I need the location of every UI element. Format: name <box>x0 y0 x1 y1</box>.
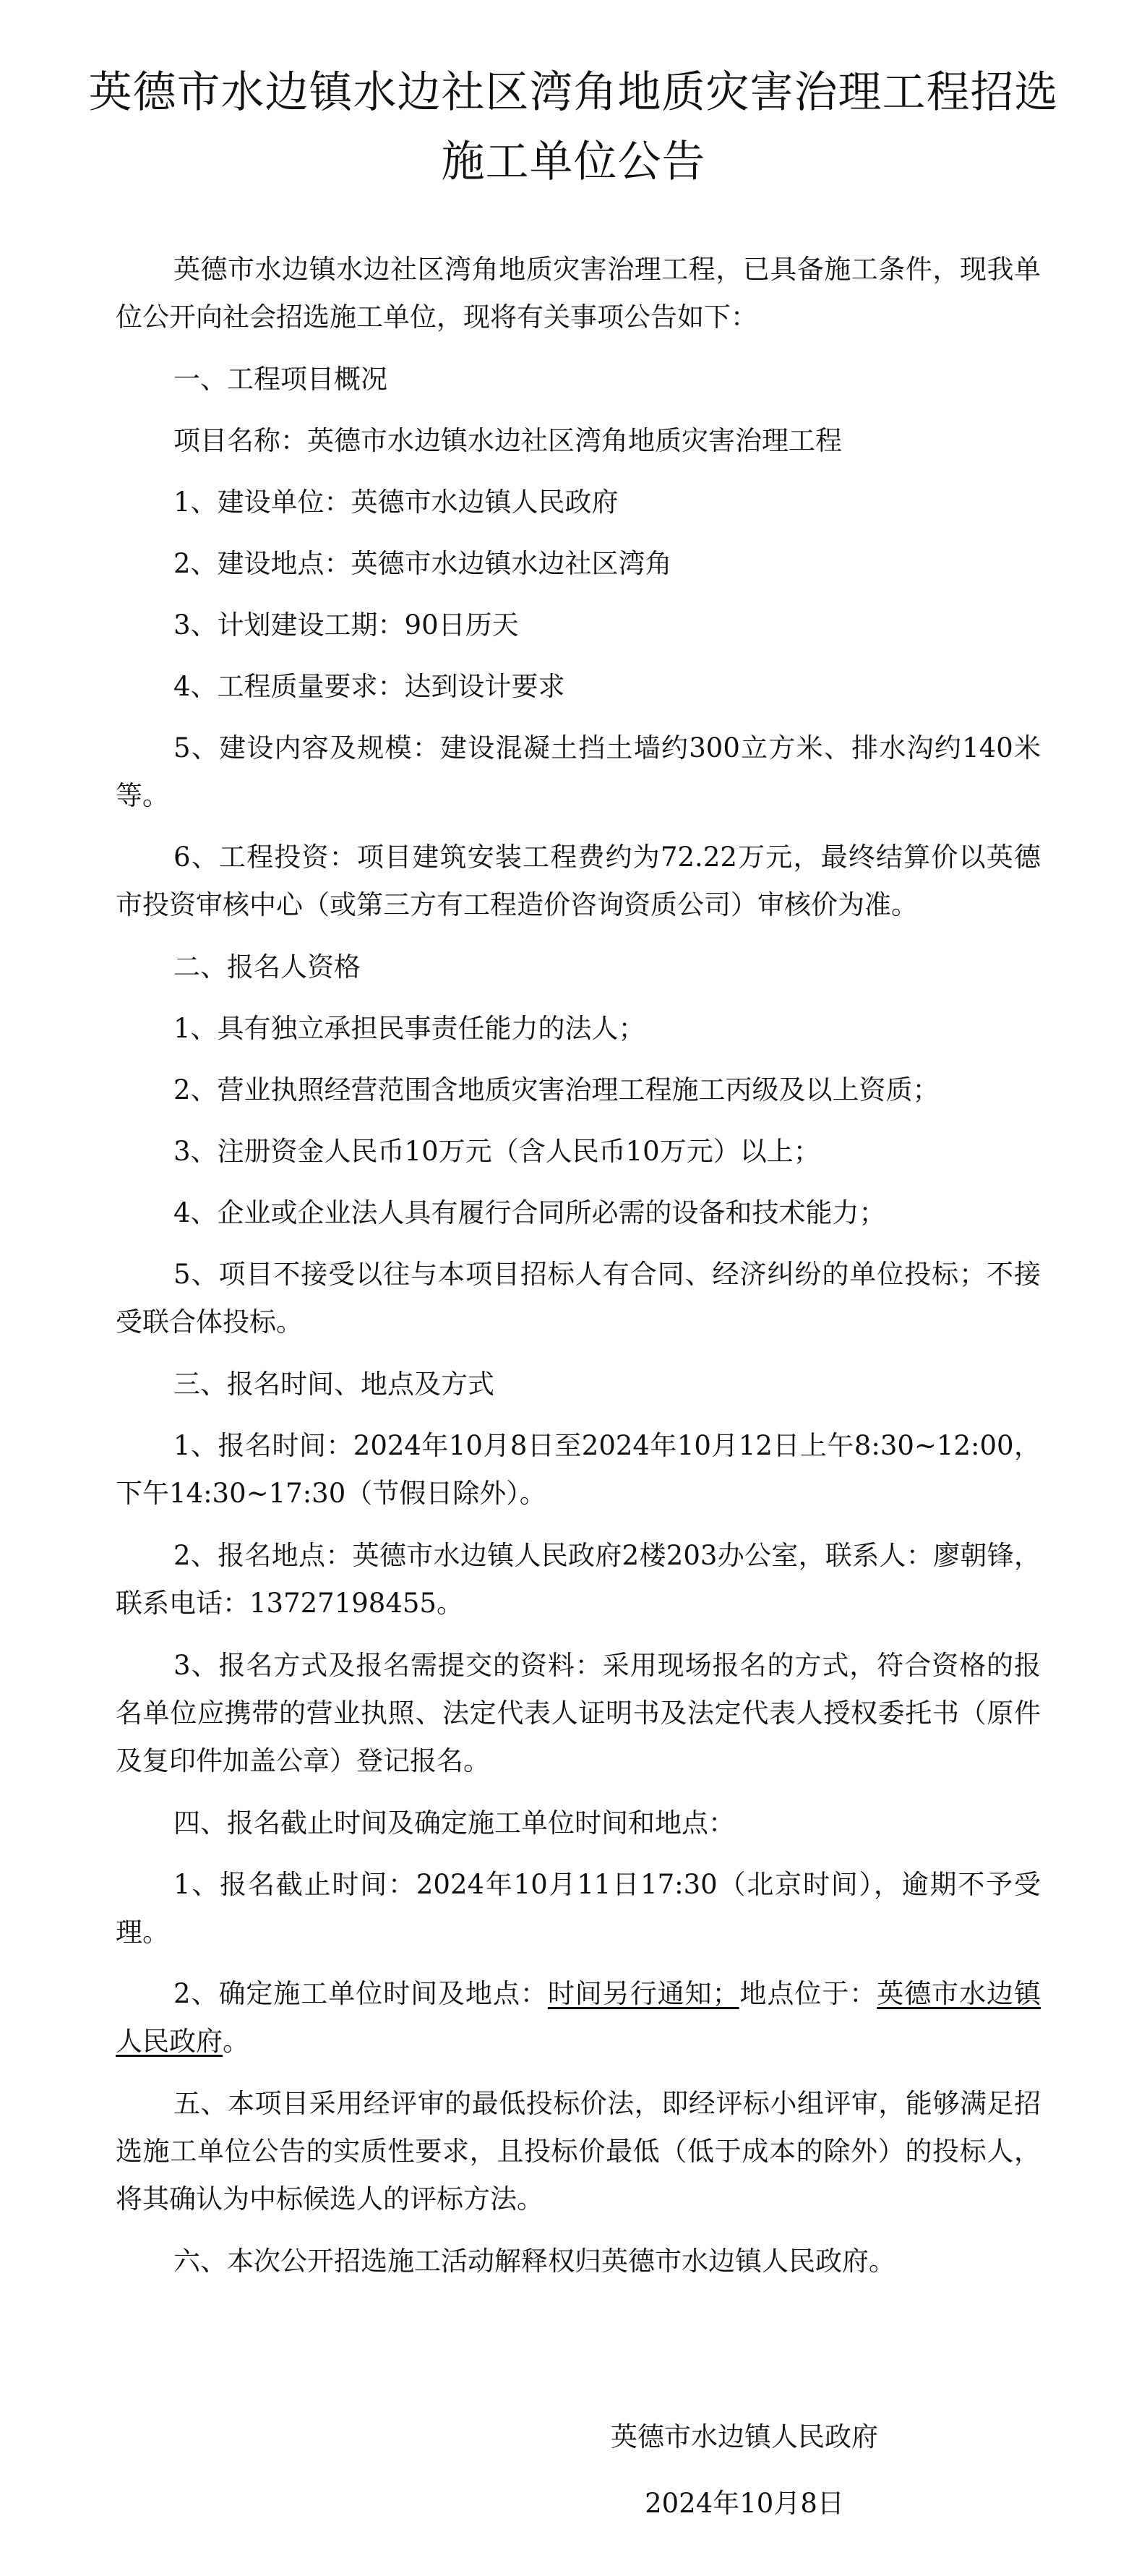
confirm-place: 英德市水边镇人民政府 <box>116 1978 1041 2057</box>
registration-time: 1、报名时间：2024年10月8日至2024年10月12日上午8:30~12:00，下午14:30~17:30（节假日除外）。 <box>116 1430 1041 1509</box>
section-heading-qualifications: 二、报名人资格 <box>173 951 361 983</box>
qualification-item: 4、企业或企业法人具有履行合同所必需的设备和技术能力； <box>173 1197 886 1228</box>
qualification-item: 3、注册资金人民币10万元（含人民币10万元）以上； <box>173 1136 820 1167</box>
overview-item-location: 2、建设地点：英德市水边镇水边社区湾角 <box>173 548 672 579</box>
registration-place: 2、报名地点：英德市水边镇人民政府2楼203办公室，联系人：廖朝锋，联系电话：13727198455。 <box>116 1540 1041 1619</box>
registration-method: 3、报名方式及报名需提交的资料：采用现场报名的方式，符合资格的报名单位应携带的营业执照、法定代表人证明书及法定代表人授权委托书（原件及复印件加盖公章）登记报名。 <box>116 1650 1041 1776</box>
overview-item-investment: 6、工程投资：项目建筑安装工程费约为72.22万元，最终结算价以英德市投资审核中心（或第三方有工程造价咨询资质公司）审核价为准。 <box>116 842 1041 920</box>
overview-item-builder: 1、建设单位：英德市水边镇人民政府 <box>173 487 619 518</box>
deadline-item: 1、报名截止时间：2024年10月11日17:30（北京时间），逾期不予受理。 <box>116 1869 1041 1948</box>
overview-item-duration: 3、计划建设工期：90日历天 <box>173 609 519 641</box>
confirm-prefix: 2、确定施工单位时间及地点： <box>173 1978 548 2009</box>
confirm-end: 。 <box>223 2026 249 2057</box>
signature-organization: 英德市水边镇人民政府 <box>611 2421 878 2452</box>
section-heading-deadline: 四、报名截止时间及确定施工单位时间和地点： <box>173 1807 735 1839</box>
section-evaluation-method: 五、本项目采用经评审的最低投标价法，即经评标小组评审，能够满足招选施工单位公告的实质性要求，且投标价最低（低于成本的除外）的投标人，将其确认为中标候选人的评标方法。 <box>116 2088 1041 2215</box>
overview-item-scope: 5、建设内容及规模：建设混凝土挡土墙约300立方米、排水沟约140米等。 <box>116 732 1041 811</box>
confirm-time-place <box>116 1970 1041 2066</box>
section-heading-project-overview: 一、工程项目概况 <box>173 364 387 395</box>
section-interpretation-right: 六、本次公开招选施工活动解释权归英德市水边镇人民政府。 <box>173 2246 895 2277</box>
intro-paragraph: 英德市水边镇水边社区湾角地质灾害治理工程，已具备施工条件，现我单位公开向社会招选施工单位，现将有关事项公告如下： <box>116 254 1041 333</box>
project-name: 项目名称：英德市水边镇水边社区湾角地质灾害治理工程 <box>173 425 842 456</box>
document-title: 英德市水边镇水边社区湾角地质灾害治理工程招选施工单位公告 <box>88 67 1059 187</box>
qualification-item: 1、具有独立承担民事责任能力的法人； <box>173 1013 645 1044</box>
document-body <box>116 246 1041 2299</box>
confirm-time: 时间另行通知； <box>547 1978 739 2009</box>
qualification-item: 2、营业执照经营范围含地质灾害治理工程施工丙级及以上资质； <box>173 1074 940 1105</box>
confirm-mid: 地点位于： <box>739 1978 877 2009</box>
signature-date: 2024年10月8日 <box>645 2488 844 2519</box>
overview-item-quality: 4、工程质量要求：达到设计要求 <box>173 671 565 702</box>
section-heading-registration: 三、报名时间、地点及方式 <box>173 1369 494 1400</box>
qualification-item: 5、项目不接受以往与本项目招标人有合同、经济纠纷的单位投标；不接受联合体投标。 <box>116 1259 1041 1338</box>
